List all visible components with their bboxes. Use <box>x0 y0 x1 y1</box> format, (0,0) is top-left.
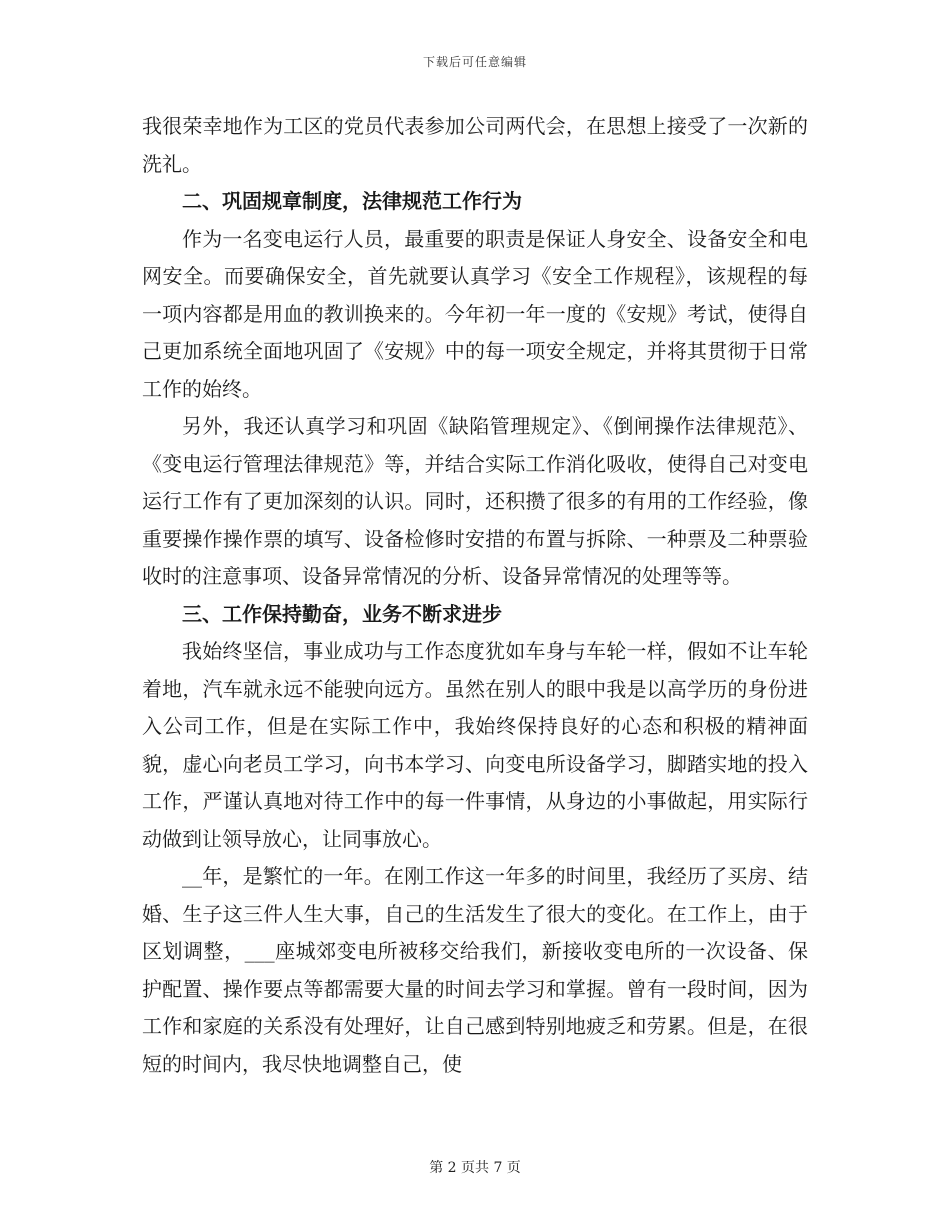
paragraph: 作为一名变电运行人员，最重要的职责是保证人身安全、设备安全和电网安全。而要确保安全，首先就要认真学习《安全工作规程》，该规程的每一项内容都是用血的教训换来的。今年初一年一度的《安规》考试，使得自己更加系统全面地巩固了《安规》中的每一项安全规定，并将其贯彻于日常工作的始终。 <box>142 226 808 401</box>
page-header: 下载后可任意编辑 <box>422 55 527 69</box>
section-heading: 三、工作保持勤奋，业务不断求进步 <box>182 601 502 626</box>
paragraph: 我始终坚信，事业成功与工作态度犹如车身与车轮一样，假如不让车轮着地，汽车就永远不能驶向远方。虽然在别人的眼中我是以高学历的身份进入公司工作，但是在实际工作中，我始终保持良好的心态和积极的精神面貌，虚心向老员工学习，向书本学习、向变电所设备学习，脚踏实地的投入工作，严谨认真地对待工作中的每一件事情，从身边的小事做起，用实际行动做到让领导放心，让同事放心。 <box>142 639 808 851</box>
page-number: 第 2 页共 7 页 <box>429 1160 521 1176</box>
paragraph: 我很荣幸地作为工区的党员代表参加公司两代会，在思想上接受了一次新的洗礼。 <box>142 114 808 176</box>
paragraph: __年，是繁忙的一年。在刚工作这一年多的时间里，我经历了买房、结婚、生子这三件人生大事，自己的生活发生了很大的变化。在工作上，由于区划调整，___座城郊变电所被移交给我们，新接收变电所的一次设备、保护配置、操作要点等都需要大量的时间去学习和掌握。曾有一段时间，因为工作和家庭的关系没有处理好，让自己感到特别地疲乏和劳累。但是，在很短的时间内，我尽快地调整自己，使 <box>142 864 808 1076</box>
paragraph: 另外，我还认真学习和巩固《缺陷管理规定》、《倒闸操作法律规范》、《变电运行管理法律规范》等，并结合实际工作消化吸收，使得自己对变电运行工作有了更加深刻的认识。同时，还积攒了很多的有用的工作经验，像重要操作操作票的填写、设备检修时安措的布置与拆除、一种票及二种票验收时的注意事项、设备异常情况的分析、设备异常情况的处理等等。 <box>142 414 808 588</box>
section-heading: 二、巩固规章制度，法律规范工作行为 <box>182 189 522 213</box>
document-body <box>142 108 808 1083</box>
